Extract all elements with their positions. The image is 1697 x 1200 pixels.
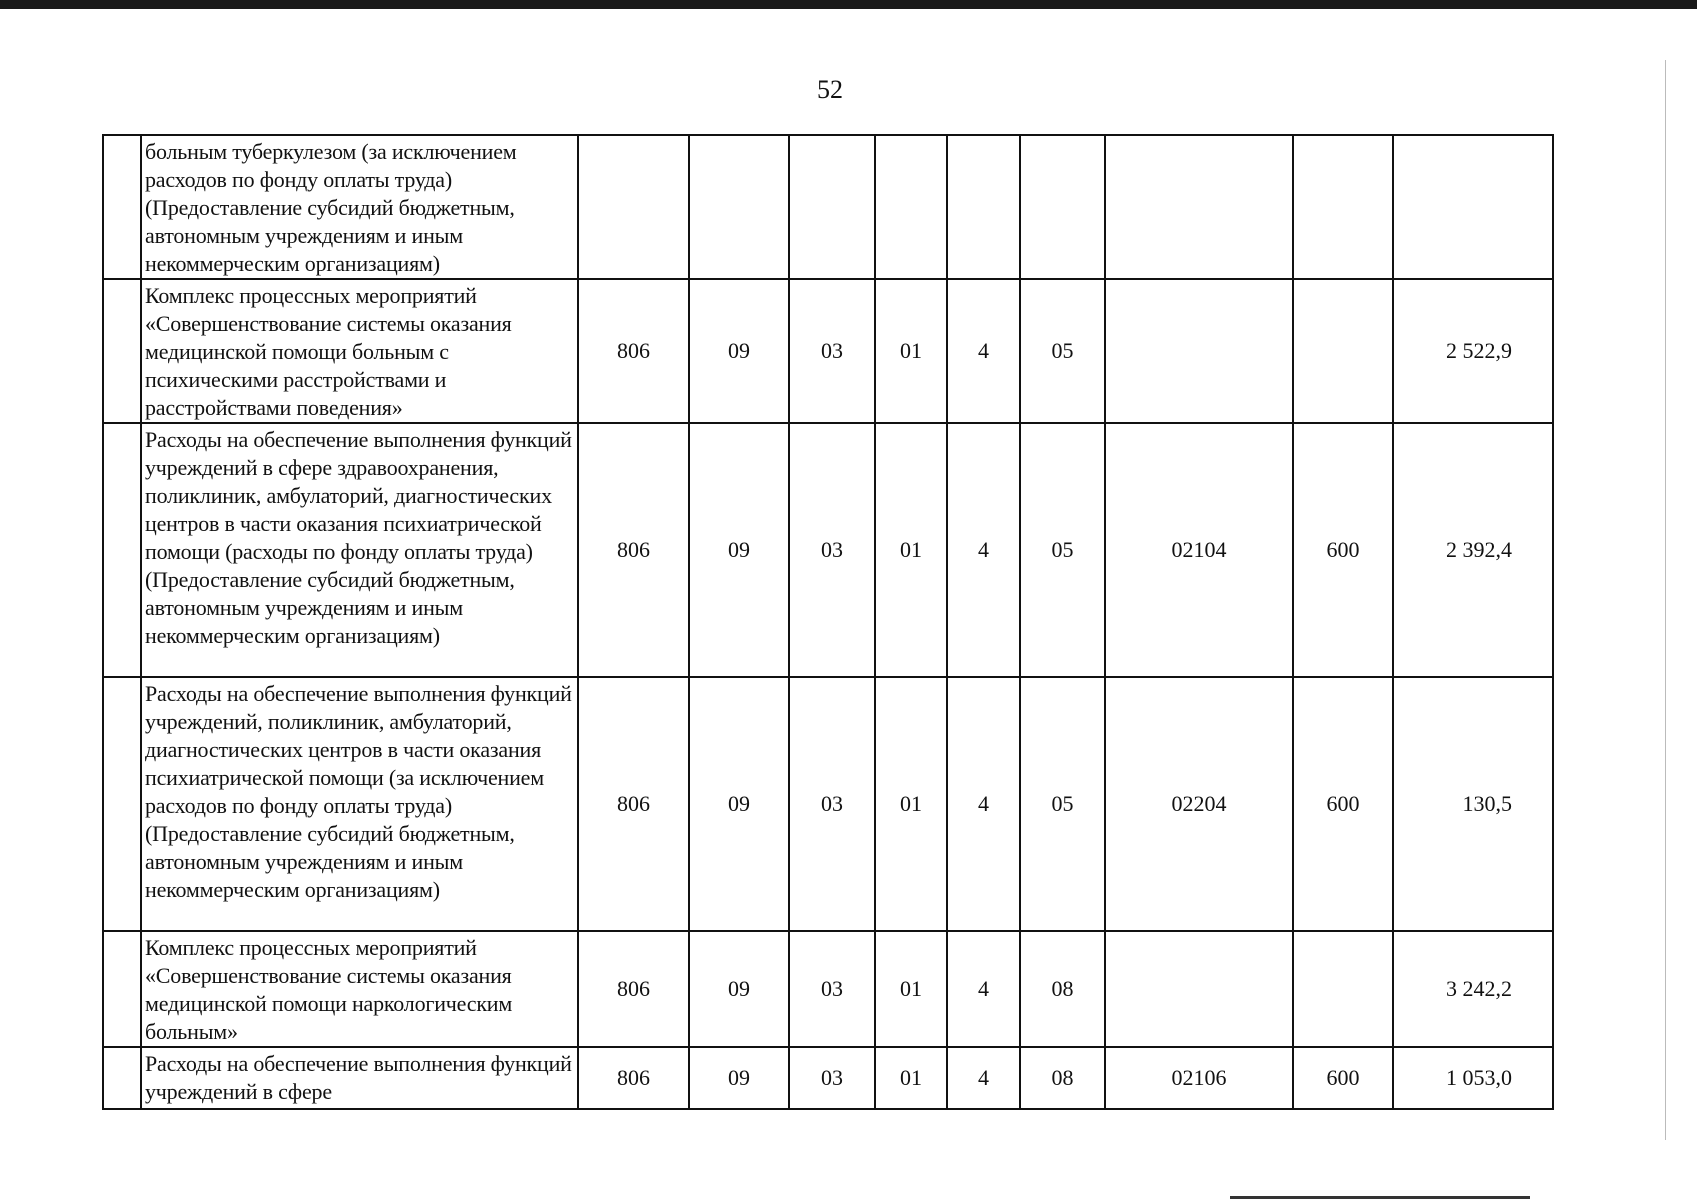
program-code-cell: [875, 135, 947, 279]
description-cell: больным туберкулезом (за исключением расходов по фонду оплаты труда) (Предоставление субсидий бюджетным, автономным учреждениям и иным некоммерческим организациям): [141, 135, 578, 279]
description-cell: Комплекс процессных мероприятий «Совершенствование системы оказания медицинской помощи наркологическим больным»: [141, 931, 578, 1047]
expense-type-cell: [1293, 135, 1393, 279]
subsection-code-cell: 03: [789, 677, 875, 931]
expense-type-cell: [1293, 931, 1393, 1047]
table-row: [103, 1047, 1553, 1109]
structural-element-cell: 05: [1020, 677, 1105, 931]
section-code-cell: 09: [689, 423, 789, 677]
row-number-cell: [103, 135, 141, 279]
program-type-cell: 4: [947, 279, 1020, 423]
description-cell: Расходы на обеспечение выполнения функций учреждений в сфере: [141, 1047, 578, 1109]
expense-direction-cell: [1105, 931, 1293, 1047]
row-number-cell: [103, 423, 141, 677]
expense-type-cell: 600: [1293, 677, 1393, 931]
expense-type-cell: 600: [1293, 1047, 1393, 1109]
scan-right-edge: [1665, 60, 1666, 1140]
scan-top-edge: [0, 0, 1697, 9]
amount-cell: 3 242,2: [1393, 931, 1553, 1047]
program-type-cell: 4: [947, 931, 1020, 1047]
row-number-cell: [103, 677, 141, 931]
ministry-code-cell: 806: [578, 423, 689, 677]
table-row: [103, 135, 1553, 279]
expense-type-cell: 600: [1293, 423, 1393, 677]
table-row: [103, 423, 1553, 677]
section-code-cell: 09: [689, 279, 789, 423]
expense-type-cell: [1293, 279, 1393, 423]
subsection-code-cell: [789, 135, 875, 279]
structural-element-cell: [1020, 135, 1105, 279]
section-code-cell: 09: [689, 1047, 789, 1109]
amount-cell: [1393, 135, 1553, 279]
amount-cell: 130,5: [1393, 677, 1553, 931]
amount-cell: 1 053,0: [1393, 1047, 1553, 1109]
section-code-cell: [689, 135, 789, 279]
ministry-code-cell: 806: [578, 1047, 689, 1109]
subsection-code-cell: 03: [789, 1047, 875, 1109]
description-cell: Комплекс процессных мероприятий «Совершенствование системы оказания медицинской помощи больным с психическими расстройствами и расстройствами поведения»: [141, 279, 578, 423]
table-row: [103, 931, 1553, 1047]
description-cell: Расходы на обеспечение выполнения функций учреждений, поликлиник, амбулаторий, диагностических центров в части оказания психиатрической помощи (за исключением расходов по фонду оплаты труда) (Предоставление субсидий бюджетным, автономным учреждениям и иным некоммерческим организациям): [141, 677, 578, 931]
ministry-code-cell: 806: [578, 279, 689, 423]
page-number: 52: [817, 75, 843, 104]
subsection-code-cell: 03: [789, 279, 875, 423]
subsection-code-cell: 03: [789, 423, 875, 677]
program-code-cell: 01: [875, 677, 947, 931]
program-code-cell: 01: [875, 931, 947, 1047]
table-row: [103, 279, 1553, 423]
expense-direction-cell: 02106: [1105, 1047, 1293, 1109]
subsection-code-cell: 03: [789, 931, 875, 1047]
ministry-code-cell: 806: [578, 677, 689, 931]
amount-cell: 2 522,9: [1393, 279, 1553, 423]
scan-bottom-line: [1230, 1196, 1530, 1199]
row-number-cell: [103, 279, 141, 423]
row-number-cell: [103, 1047, 141, 1109]
section-code-cell: 09: [689, 931, 789, 1047]
program-code-cell: 01: [875, 1047, 947, 1109]
row-number-cell: [103, 931, 141, 1047]
program-type-cell: 4: [947, 423, 1020, 677]
structural-element-cell: 08: [1020, 1047, 1105, 1109]
amount-cell: 2 392,4: [1393, 423, 1553, 677]
expense-direction-cell: [1105, 279, 1293, 423]
expense-direction-cell: 02104: [1105, 423, 1293, 677]
structural-element-cell: 08: [1020, 931, 1105, 1047]
program-type-cell: 4: [947, 677, 1020, 931]
ministry-code-cell: [578, 135, 689, 279]
expense-direction-cell: 02204: [1105, 677, 1293, 931]
program-type-cell: [947, 135, 1020, 279]
ministry-code-cell: 806: [578, 931, 689, 1047]
table-row: [103, 677, 1553, 931]
structural-element-cell: 05: [1020, 423, 1105, 677]
expense-direction-cell: [1105, 135, 1293, 279]
program-code-cell: 01: [875, 279, 947, 423]
description-cell: Расходы на обеспечение выполнения функций учреждений в сфере здравоохранения, поликлиник, амбулаторий, диагностических центров в части оказания психиатрической помощи (расходы по фонду оплаты труда) (Предоставление субсидий бюджетным, автономным учреждениям и иным некоммерческим организациям): [141, 423, 578, 677]
section-code-cell: 09: [689, 677, 789, 931]
program-code-cell: 01: [875, 423, 947, 677]
structural-element-cell: 05: [1020, 279, 1105, 423]
program-type-cell: 4: [947, 1047, 1020, 1109]
budget-table: [102, 134, 1554, 1110]
